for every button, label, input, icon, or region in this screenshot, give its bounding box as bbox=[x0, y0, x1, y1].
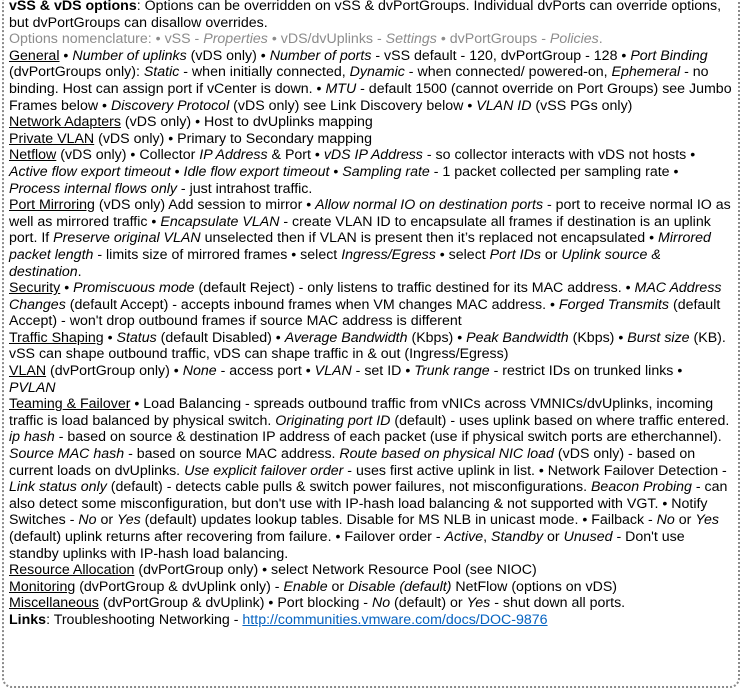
option-name: Link status only bbox=[9, 479, 107, 496]
vlan-heading: VLAN bbox=[9, 363, 47, 380]
option-name: Peak Bandwidth bbox=[466, 329, 569, 346]
text-run: - can also detect some misconfiguration, but don't use with IP-hash load balancing & not supported with VGT. • Notify Switches - bbox=[9, 479, 728, 529]
security-heading: Security bbox=[9, 280, 61, 297]
option-name: Unused bbox=[563, 529, 613, 545]
option-name: ip hash bbox=[9, 429, 55, 446]
text-run: (Kbps) • bbox=[407, 329, 467, 346]
traffic-shaping-section bbox=[9, 330, 732, 363]
text-run: (default) - uses uplink based on where traffic entered. bbox=[390, 412, 730, 429]
option-name: Allow normal IO on destination ports bbox=[315, 197, 544, 214]
option-name: Average Bandwidth bbox=[284, 329, 408, 346]
intro-text: : Options can be overridden on vSS & dvPortGroups. Individual dvPorts can override options, but dvPortGroups can disallow overrides. bbox=[9, 0, 722, 31]
option-name: Mirrored packet length bbox=[9, 230, 711, 263]
option-name: Preserve original VLAN bbox=[53, 230, 201, 247]
option-name: VLAN bbox=[314, 363, 352, 380]
option-name: Static bbox=[143, 64, 180, 81]
option-name: Active bbox=[444, 529, 484, 545]
nomenclature-line bbox=[9, 31, 732, 48]
text-run: or bbox=[327, 578, 349, 595]
option-name: Status bbox=[116, 329, 157, 346]
text-run: - access port • bbox=[216, 363, 315, 380]
option-name: Ephemeral bbox=[611, 64, 681, 81]
nomenclature-text: Options nomenclature: • vSS - bbox=[9, 31, 204, 48]
text-run: (default) updates lookup tables. Disable for MS NLB in unicast mode. • Failback - bbox=[140, 512, 657, 529]
option-name: Yes bbox=[466, 595, 491, 612]
text-run: (dvPortGroups only): bbox=[9, 64, 144, 81]
option-name: Process internal flows only bbox=[9, 180, 177, 197]
option-name: Encapsulate VLAN bbox=[160, 213, 280, 230]
text-run: - vSS default - 120, dvPortGroup - 128 • bbox=[371, 47, 631, 64]
option-name: Port IDs bbox=[489, 246, 541, 263]
option-name: Number of ports bbox=[269, 47, 372, 64]
text-run: (vDS only) • Host to dvUplinks mapping bbox=[120, 114, 373, 131]
private-vlan-section bbox=[9, 131, 732, 148]
resource-allocation-section bbox=[9, 562, 732, 579]
text-run: (vDS only) see Link Discovery below • bbox=[229, 97, 477, 114]
troubleshooting-networking-link[interactable]: http://communities.vmware.com/docs/DOC-9876 bbox=[242, 611, 548, 628]
nomenclature-text: . bbox=[598, 31, 603, 48]
links-label: Links bbox=[9, 611, 47, 628]
text-run: (vDS only) • Collector bbox=[56, 147, 200, 164]
option-name: Ingress/Egress bbox=[341, 246, 436, 263]
text-run: (vDS only) Add session to mirror • bbox=[94, 197, 316, 214]
option-name: No bbox=[656, 512, 675, 529]
nomenclature-text: • dvPortGroups - bbox=[436, 31, 550, 48]
option-name: No bbox=[78, 512, 97, 529]
text-run: • bbox=[329, 163, 343, 180]
option-name: IP Address bbox=[199, 147, 268, 164]
text-run: - based on source & destination IP address of each packet (use if physical switch ports are etherchannel). bbox=[54, 429, 722, 446]
port-mirroring-section bbox=[9, 197, 732, 280]
resource-allocation-heading: Resource Allocation bbox=[9, 562, 135, 579]
text-run: - default 1500 (cannot override on Port Groups) see Jumbo Frames below • bbox=[9, 80, 732, 114]
text-run: or bbox=[543, 529, 564, 545]
option-name: Port Binding bbox=[630, 47, 708, 64]
network-adapters-section bbox=[9, 114, 732, 131]
text-run: , bbox=[483, 529, 492, 545]
text-run: (default Accept) - won't drop outbound frames if source MAC address is different bbox=[9, 296, 721, 330]
text-run: - 1 packet collected per sampling rate • bbox=[429, 163, 679, 180]
netflow-heading: Netflow bbox=[9, 147, 57, 164]
text-run: (vDS only) • bbox=[186, 47, 270, 64]
text-run: • Load Balancing - spreads outbound traffic from vNICs across VMNICs/dvUplinks, incoming traffic is load balanced by physical switch. bbox=[9, 396, 714, 429]
option-name: No bbox=[371, 595, 391, 612]
traffic-shaping-heading: Traffic Shaping bbox=[9, 329, 104, 346]
text-run: • select bbox=[435, 246, 490, 263]
option-name: Yes bbox=[117, 512, 141, 529]
text-run: - shut down all ports. bbox=[490, 595, 626, 612]
option-name: Promiscuous mode bbox=[73, 280, 195, 297]
option-name: MAC Address Changes bbox=[9, 280, 722, 313]
option-name: Use explicit failover order bbox=[184, 462, 344, 479]
option-name: VLAN ID bbox=[476, 97, 532, 114]
text-run: - create VLAN ID to encapsulate all frames if destination is an uplink port. If bbox=[9, 213, 711, 247]
links-section bbox=[9, 612, 732, 629]
text-run: • bbox=[103, 329, 117, 346]
option-name: Number of uplinks bbox=[72, 47, 187, 64]
text-run: • bbox=[59, 47, 73, 64]
text-run: - when connected/ powered-on, bbox=[404, 64, 612, 81]
text-run: - no binding. Host can assign port if vCenter is down. • bbox=[9, 64, 709, 97]
vlan-section bbox=[9, 363, 732, 396]
text-run: • bbox=[170, 163, 184, 180]
intro-paragraph bbox=[9, 0, 732, 31]
text-run: (vDS only) - based on current loads on dvUplinks. bbox=[9, 446, 696, 479]
text-run: (default) or bbox=[390, 595, 467, 612]
port-mirroring-heading: Port Mirroring bbox=[9, 197, 95, 214]
text-run: - port to receive normal IO as well as mirrored traffic • bbox=[9, 197, 731, 230]
monitoring-heading: Monitoring bbox=[9, 578, 76, 595]
text-run: (dvPortGroup only) • select Network Resource Pool (see NIOC) bbox=[134, 562, 537, 579]
option-name: Source MAC hash bbox=[9, 446, 125, 463]
text-run: - Don't use standby uplinks with IP-hash load balancing. bbox=[9, 529, 685, 562]
security-section bbox=[9, 280, 732, 330]
monitoring-section bbox=[9, 579, 732, 596]
text-run: (dvPortGroup only) • bbox=[46, 363, 183, 380]
text-run: unselected then if VLAN is present then it’s replaced not encapsulated • bbox=[200, 230, 659, 247]
text-run: - just intrahost traffic. bbox=[176, 180, 313, 197]
private-vlan-heading: Private VLAN bbox=[9, 130, 95, 147]
option-name: Discovery Protocol bbox=[110, 97, 230, 114]
option-name: Uplink source & destination bbox=[9, 246, 661, 280]
option-name: Standby bbox=[491, 529, 544, 545]
teaming-failover-section bbox=[9, 396, 732, 562]
text-run: (default Accept) - accepts inbound frames when VM changes MAC address. • bbox=[65, 296, 559, 313]
text-run: (default Disabled) • bbox=[156, 329, 285, 346]
option-name: Idle flow export timeout bbox=[183, 163, 330, 180]
general-heading: General bbox=[9, 47, 60, 64]
option-name: Active flow export timeout bbox=[9, 163, 171, 180]
text-run: (Kbps) • bbox=[568, 329, 628, 346]
option-name: Route based on physical NIC load bbox=[339, 446, 554, 463]
option-name: Sampling rate bbox=[342, 163, 430, 180]
option-name: vDS IP Address bbox=[323, 147, 423, 164]
option-name: Trunk range bbox=[414, 363, 490, 380]
option-name: Originating port ID bbox=[275, 412, 391, 429]
text-run: (dvPortGroup & dvUplink) • Port blocking - bbox=[98, 595, 372, 612]
text-run: • bbox=[60, 280, 74, 297]
nomenclature-term: Policies bbox=[549, 31, 599, 48]
option-name: Yes bbox=[695, 512, 719, 529]
text-run: (vSS PGs only) bbox=[531, 97, 633, 114]
general-section bbox=[9, 48, 732, 114]
option-name: Forged Transmits bbox=[558, 296, 670, 313]
text-run: (dvPortGroup & dvUplink only) - bbox=[75, 578, 284, 595]
miscellaneous-heading: Miscellaneous bbox=[9, 595, 99, 612]
option-name: PVLAN bbox=[9, 379, 56, 396]
text-run: or bbox=[96, 512, 118, 529]
text-run: - uses first active uplink in list. • Network Failover Detection - bbox=[343, 462, 727, 479]
option-name: MTU bbox=[325, 80, 357, 97]
option-name: None bbox=[182, 363, 217, 380]
text-run: - restrict IDs on trunked links • bbox=[489, 363, 683, 380]
text-run: (default) - detects cable pulls & switch power failures, not misconfigurations. bbox=[106, 479, 591, 496]
option-name: Enable bbox=[283, 578, 328, 595]
miscellaneous-section bbox=[9, 595, 732, 612]
text-run: . bbox=[77, 263, 82, 280]
nomenclature-term: Properties bbox=[203, 31, 268, 48]
nomenclature-text: • vDS/dvUplinks - bbox=[267, 31, 386, 48]
teaming-failover-heading: Teaming & Failover bbox=[9, 396, 131, 413]
text-run: (KB). vSS can shape outbound traffic, vDS can shape traffic in & out (Ingress/Egress) bbox=[9, 329, 726, 363]
text-run: : Troubleshooting Networking - bbox=[46, 611, 243, 628]
text-run: or bbox=[674, 512, 696, 529]
text-run: (default) uplink returns after recovering from failure. • Failover order - bbox=[9, 529, 445, 545]
text-run: or bbox=[540, 246, 562, 263]
netflow-section bbox=[9, 147, 732, 197]
text-run: (vDS only) • Primary to Secondary mapping bbox=[94, 130, 372, 147]
network-adapters-heading: Network Adapters bbox=[9, 114, 121, 131]
text-run: (default Reject) - only listens to traffic destined for its MAC address. • bbox=[194, 280, 635, 297]
text-run: NetFlow (options on vDS) bbox=[451, 578, 618, 595]
intro-title: vSS & vDS options bbox=[9, 0, 137, 14]
text-run: - limits size of mirrored frames • select bbox=[93, 246, 342, 263]
text-run: - when initially connected, bbox=[179, 64, 350, 81]
nomenclature-term: Settings bbox=[385, 31, 437, 48]
option-name: Disable (default) bbox=[348, 578, 452, 595]
option-name: Dynamic bbox=[349, 64, 405, 81]
option-name: Burst size bbox=[627, 329, 690, 346]
option-name: Beacon Probing bbox=[590, 479, 692, 496]
text-run: - so collector interacts with vDS not hosts • bbox=[422, 147, 696, 164]
text-run: & Port • bbox=[267, 147, 324, 164]
text-run: - set ID • bbox=[351, 363, 415, 380]
document-page bbox=[2, 0, 740, 688]
text-run: - based on source MAC address. bbox=[124, 446, 340, 463]
